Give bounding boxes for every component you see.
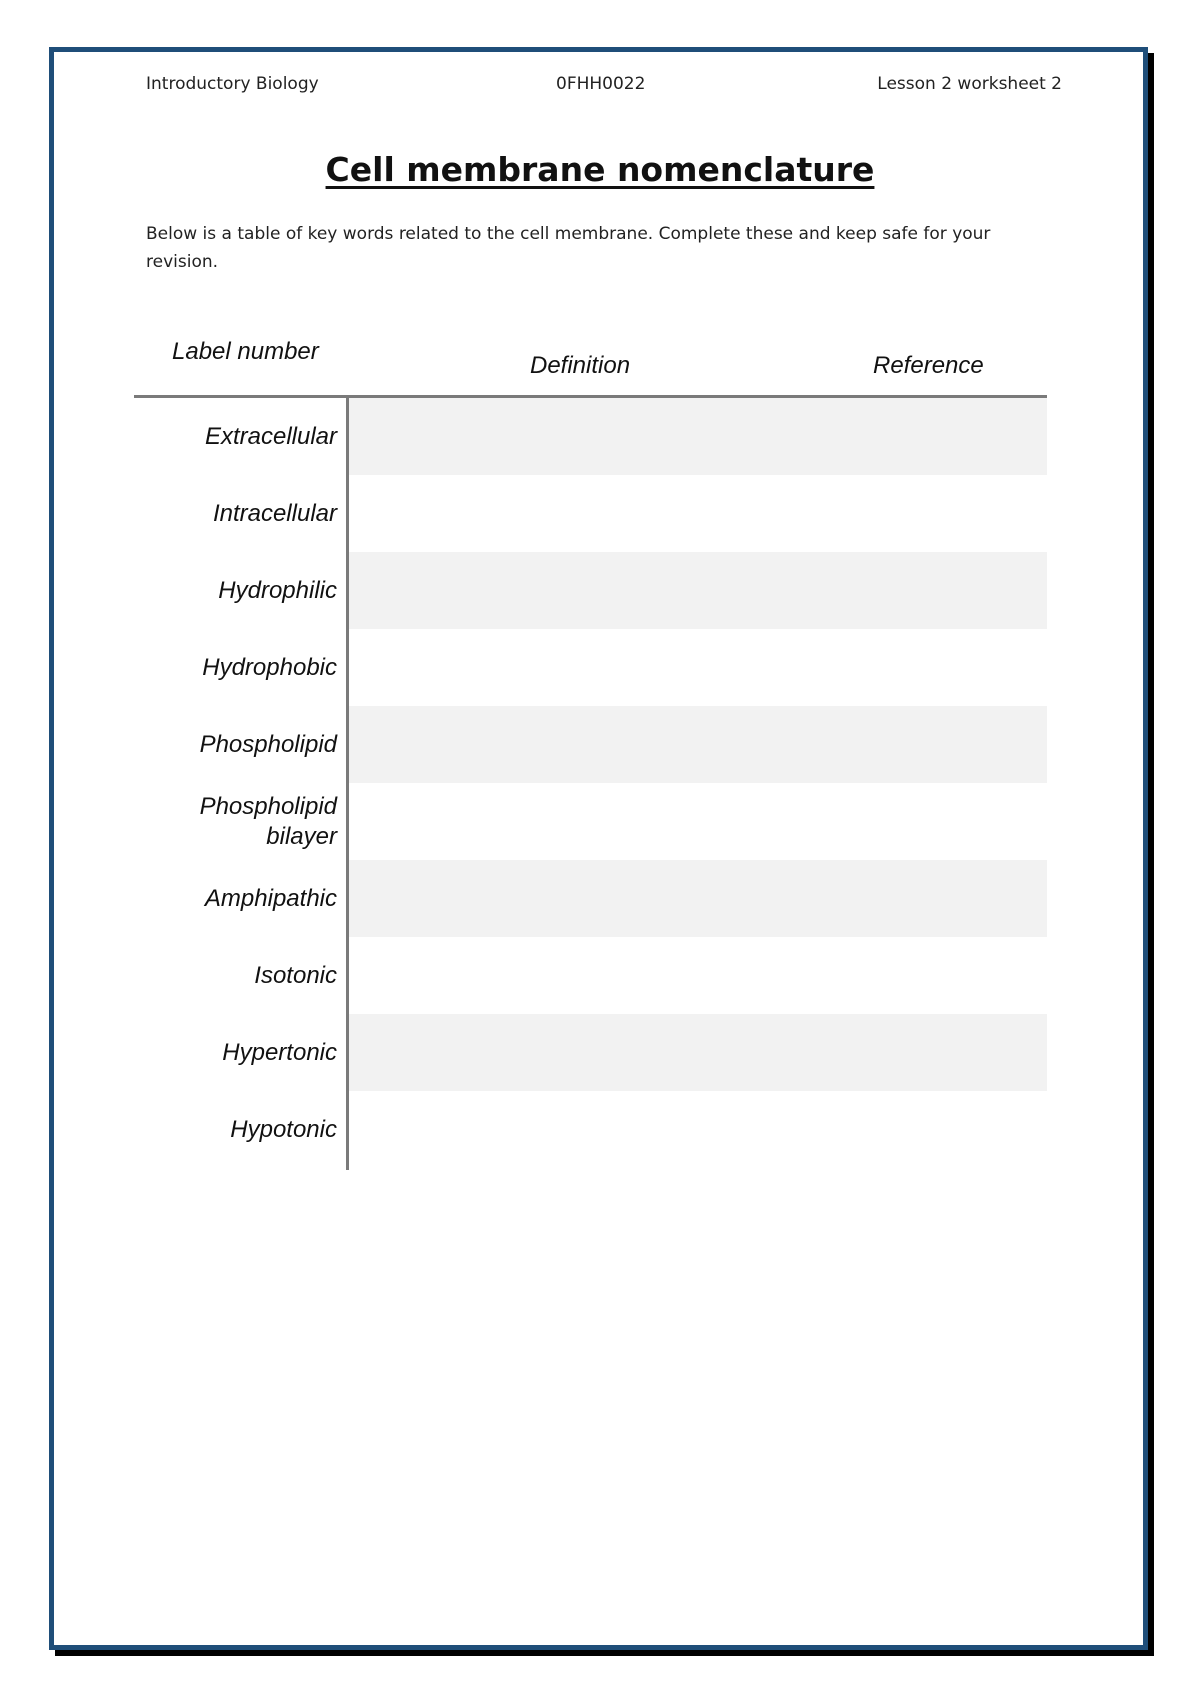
row-term: Phospholipid bilayer xyxy=(199,792,337,850)
nomenclature-table xyxy=(134,398,1047,1168)
row-term: Hypertonic xyxy=(222,1038,337,1066)
column-header-label-number: Label number xyxy=(172,338,319,365)
row-term: Hydrophilic xyxy=(218,576,337,604)
definition-cell[interactable] xyxy=(349,706,1047,783)
row-term: Extracellular xyxy=(204,422,337,450)
table-row xyxy=(134,398,1047,475)
table-row xyxy=(134,1091,1047,1168)
intro-text: Below is a table of key words related to the cell membrane. Complete these and keep safe for your revision. xyxy=(146,224,991,272)
course-name: Introductory Biology xyxy=(146,74,319,94)
table-row xyxy=(134,1014,1047,1091)
table-row xyxy=(134,706,1047,783)
row-term: Amphipathic xyxy=(204,884,337,912)
page-title: Cell membrane nomenclature xyxy=(325,150,875,189)
definition-cell[interactable] xyxy=(349,1091,1047,1168)
table-row xyxy=(134,475,1047,552)
table-row xyxy=(134,629,1047,706)
row-term: Hydrophobic xyxy=(202,653,337,681)
definition-cell[interactable] xyxy=(349,398,1047,475)
row-term: Intracellular xyxy=(212,499,337,527)
definition-cell[interactable] xyxy=(349,783,1047,860)
row-term: Isotonic xyxy=(254,961,337,989)
column-header-reference: Reference xyxy=(873,352,984,379)
definition-cell[interactable] xyxy=(349,937,1047,1014)
table-row xyxy=(134,860,1047,937)
definition-cell[interactable] xyxy=(349,1014,1047,1091)
course-code: 0FHH0022 xyxy=(556,74,646,94)
definition-cell[interactable] xyxy=(349,860,1047,937)
table-row xyxy=(134,552,1047,629)
table-row xyxy=(134,937,1047,1014)
lesson-label: Lesson 2 worksheet 2 xyxy=(877,74,1062,94)
definition-cell[interactable] xyxy=(349,629,1047,706)
row-term: Phospholipid xyxy=(199,730,337,758)
column-header-definition: Definition xyxy=(530,352,631,379)
definition-cell[interactable] xyxy=(349,475,1047,552)
table-row xyxy=(134,783,1047,860)
definition-cell[interactable] xyxy=(349,552,1047,629)
page-header xyxy=(146,74,1062,104)
row-term: Hypotonic xyxy=(230,1115,337,1143)
